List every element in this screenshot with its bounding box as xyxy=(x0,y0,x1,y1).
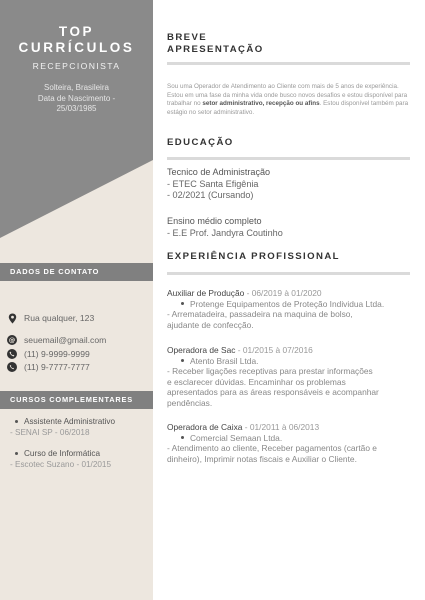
job-company: Comercial Semaan Ltda. xyxy=(190,432,283,443)
course-detail: - Escotec Suzano - 01/2015 xyxy=(10,459,112,469)
contact-address xyxy=(6,312,153,324)
job-title: Auxiliar de Produção xyxy=(167,288,245,298)
job-period: - 01/2011 à 06/2013 xyxy=(242,422,320,432)
birth-date-label: Data de Nascimento - xyxy=(37,93,116,103)
job-period: - 06/2019 à 01/2020 xyxy=(244,288,322,298)
job-item xyxy=(167,288,410,330)
job-item xyxy=(167,422,410,464)
at-sign-icon xyxy=(6,334,18,346)
section-divider xyxy=(167,62,410,65)
sidebar-header-block xyxy=(0,0,153,270)
courses-heading: CURSOS COMPLEMENTARES xyxy=(0,391,153,409)
education-title: Tecnico de Administração xyxy=(167,167,271,177)
course-item xyxy=(10,417,150,438)
education-date: - 02/2021 (Cursando) xyxy=(167,190,254,200)
education-title: Ensino médio completo xyxy=(167,216,262,226)
about-heading-line-1: BREVE xyxy=(167,32,208,43)
course-detail: - SENAI SP - 06/2018 xyxy=(10,427,90,437)
address-text: Rua qualquer, 123 xyxy=(24,313,95,323)
contact-email xyxy=(6,334,153,346)
education-heading: EDUCAÇÃO xyxy=(167,137,234,148)
education-item xyxy=(167,216,410,239)
email-link[interactable]: seuemail@gmail.com xyxy=(24,335,107,345)
course-title: Assistente Administrativo xyxy=(24,417,116,426)
job-desc-line: - Atendimento ao cliente, Receber pagamentos (cartão e xyxy=(167,443,377,454)
job-desc-line: e esclarecer dúvidas. Encaminhar os problemas xyxy=(167,376,346,387)
resume-name xyxy=(0,24,153,56)
job-desc-line: dinheiro), Imprimir notas fiscais e Auxiliar o Cliente. xyxy=(167,453,357,464)
bullet-icon xyxy=(181,302,184,305)
section-divider xyxy=(167,272,410,275)
job-role: RECEPCIONISTA xyxy=(32,61,121,71)
course-item xyxy=(10,449,150,470)
contact-heading: DADOS DE CONTATO xyxy=(0,263,153,281)
phone-icon xyxy=(6,348,18,360)
job-company: Atento Brasil Ltda. xyxy=(190,355,259,366)
contact-phone-1 xyxy=(6,348,153,360)
job-desc-line: - Receber ligações receptivas para prestar informações xyxy=(167,366,373,377)
phone-2-text: (11) 9-7777-7777 xyxy=(24,362,90,372)
bullet-icon xyxy=(15,420,18,423)
job-item xyxy=(167,345,410,409)
contact-phone-2 xyxy=(6,361,153,373)
job-title: Operadora de Sac xyxy=(167,345,236,355)
job-period: - 01/2015 à 07/2016 xyxy=(235,345,313,355)
about-text-part-2: . Estou disponível também para estágio no setor administrativo. xyxy=(167,100,409,117)
about-text xyxy=(167,83,410,118)
marital-nationality: Solteira, Brasileira xyxy=(44,83,109,92)
birth-date: 25/03/1985 xyxy=(56,104,97,113)
experience-heading: EXPERIÊNCIA PROFISSIONAL xyxy=(167,251,340,262)
sidebar xyxy=(0,0,153,600)
about-heading xyxy=(167,32,410,56)
svg-text:@: @ xyxy=(8,336,16,345)
bullet-icon xyxy=(181,359,184,362)
about-heading-line-2: APRESENTAÇÃO xyxy=(167,44,264,55)
job-desc-line: ajudante de confecção. xyxy=(167,319,254,330)
education-school: - E.E Prof. Jandyra Coutinho xyxy=(167,227,283,238)
job-desc-line: apresentados para as áreas responsáveis e acompanhar xyxy=(167,387,379,398)
job-company: Protenge Equipamentos de Proteção Individua Ltda. xyxy=(190,298,385,309)
about-text-part-1: Sou uma Operador de Atendimento ao Cliente com mais de 5 anos de experiência. Estou em uma fase da minha vida onde busco novos desafios e estou disponível para trabalhar no xyxy=(167,83,408,108)
whatsapp-icon xyxy=(6,361,18,373)
education-school: - ETEC Santa Efigênia xyxy=(167,178,259,189)
job-title: Operadora de Caixa xyxy=(167,422,243,432)
job-desc-line: pendências. xyxy=(167,397,213,408)
personal-info xyxy=(0,83,153,115)
bullet-icon xyxy=(15,452,18,455)
name-line-2: CURRÍCULOS xyxy=(18,40,135,55)
course-title: Curso de Informática xyxy=(24,449,100,458)
job-desc-line: - Arrematadeira, passadeira na maquina de bolso, xyxy=(167,309,353,320)
section-divider xyxy=(167,157,410,160)
phone-1-text: (11) 9-9999-9999 xyxy=(24,349,90,359)
education-item xyxy=(167,167,410,202)
name-line-1: TOP xyxy=(58,24,95,39)
location-pin-icon xyxy=(6,312,18,324)
bullet-icon xyxy=(181,436,184,439)
about-text-highlight: setor administrativo, recepção ou afins xyxy=(202,100,320,108)
